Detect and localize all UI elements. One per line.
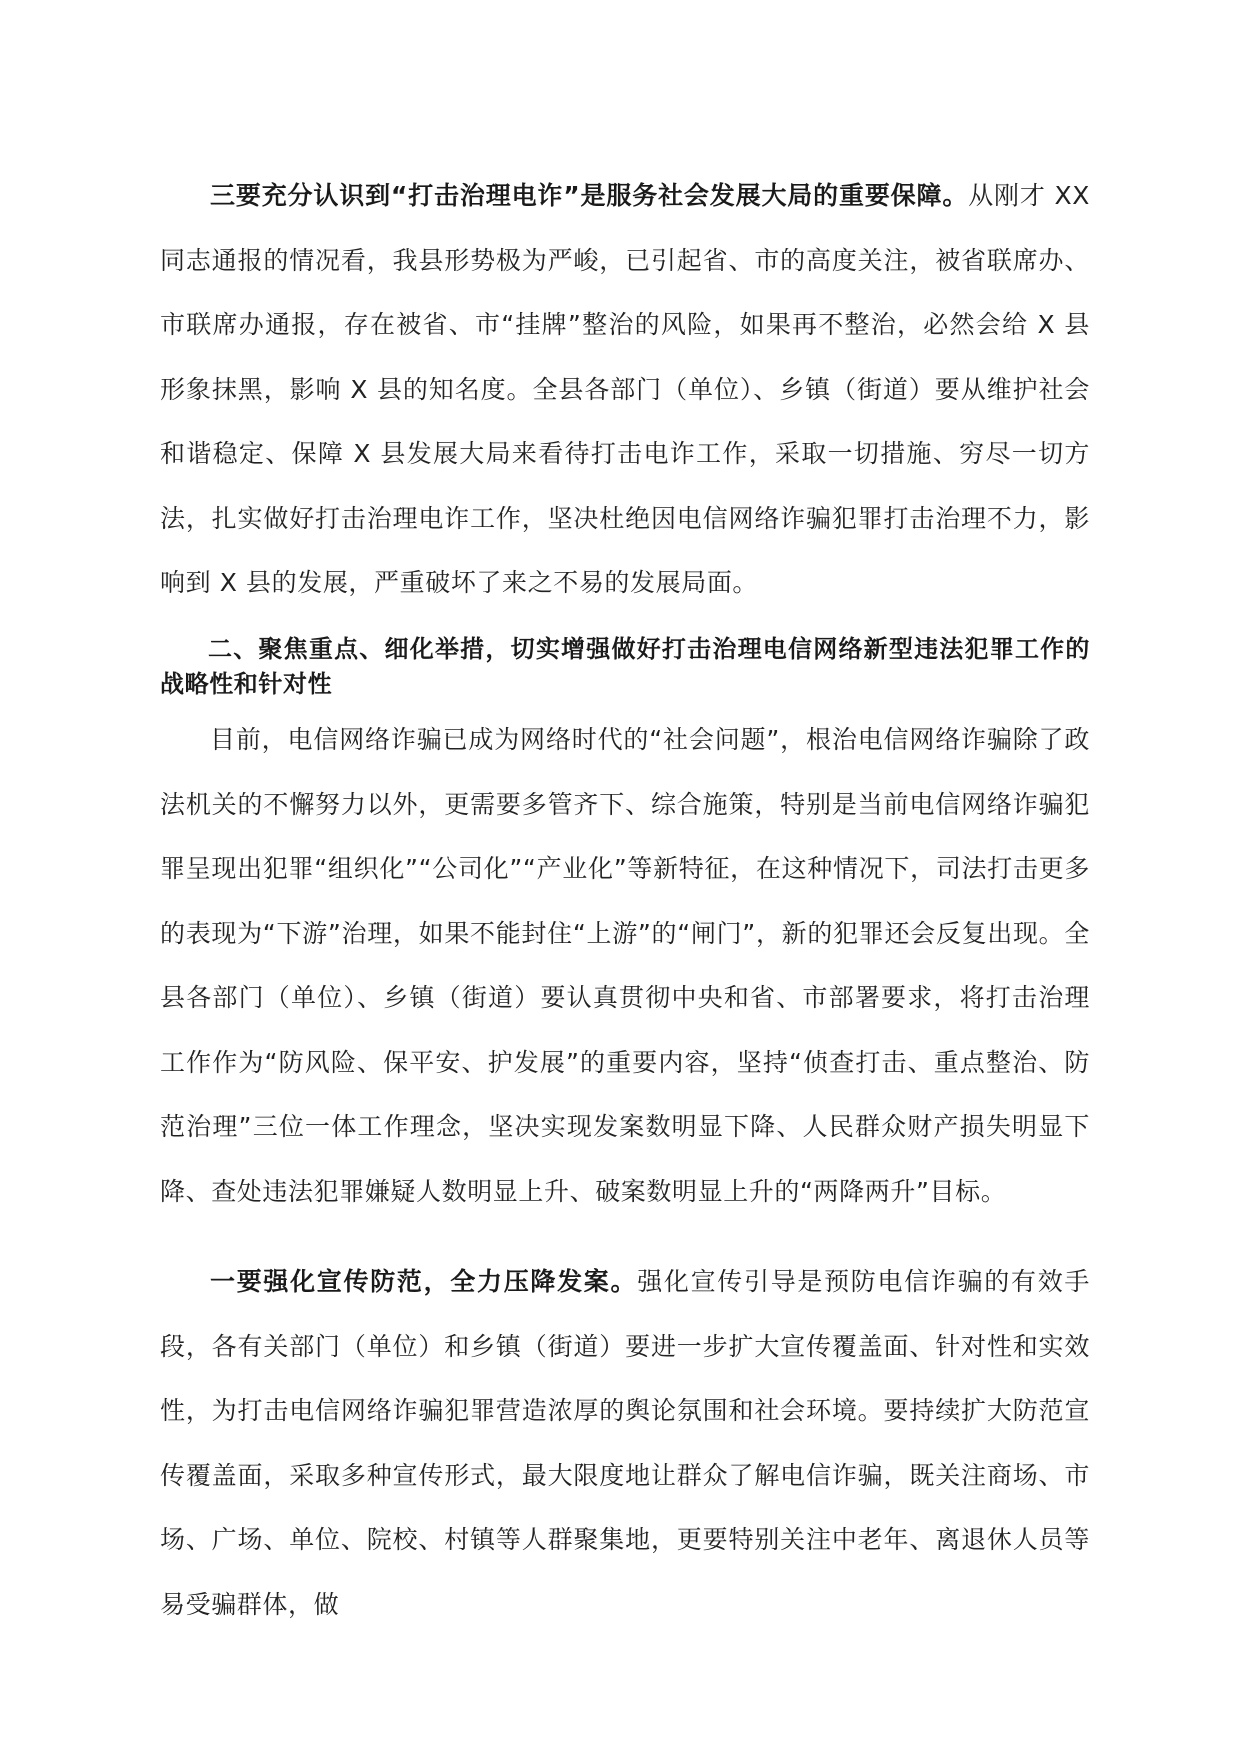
paragraph-text <box>160 1250 1090 1637</box>
paragraph-publicity <box>160 1250 1090 1637</box>
paragraph-lead: 一要强化宣传防范，全力压降发案。 <box>210 1267 638 1296</box>
section-heading <box>160 632 1090 702</box>
paragraph-body: 目前，电信网络诈骗已成为网络时代的“社会问题”，根治电信网络诈骗除了政法机关的不懈努力以外，更需要多管齐下、综合施策，特别是当前电信网络诈骗犯罪呈现出犯罪“组织化”“公司化”“产业化”等新特征，在这种情况下，司法打击更多的表现为“下游”治理，如果不能封住“上游”的“闸门”，新的犯罪还会反复出现。全县各部门（单位）、乡镇（街道）要认真贯彻中央和省、市部署要求，将打击治理工作作为“防风险、保平安、护发展”的重要内容，坚持“侦查打击、重点整治、防范治理”三位一体工作理念，坚决实现发案数明显下降、人民群众财产损失明显下降、查处违法犯罪嫌疑人数明显上升、破案数明显上升的“两降两升”目标。 <box>160 725 1090 1206</box>
paragraph-body: 强化宣传引导是预防电信诈骗的有效手段，各有关部门（单位）和乡镇（街道）要进一步扩大宣传覆盖面、针对性和实效性，为打击电信网络诈骗犯罪营造浓厚的舆论氛围和社会环境。要持续扩大防范宣传覆盖面，采取多种宣传形式，最大限度地让群众了解电信诈骗，既关注商场、市场、广场、单位、院校、村镇等人群聚集地，更要特别关注中老年、离退休人员等易受骗群体，做 <box>160 1267 1090 1619</box>
paragraph-text <box>160 164 1090 616</box>
paragraph-body: 从刚才 XX 同志通报的情况看，我县形势极为严峻，已引起省、市的高度关注，被省联席办、市联席办通报，存在被省、市“挂牌”整治的风险，如果再不整治，必然会给 X 县形象抹黑，影响 X 县的知名度。全县各部门（单位）、乡镇（街道）要从维护社会和谐稳定、保障 X 县发展大局来看待打击电诈工作，采取一切措施、穷尽一切方法，扎实做好打击治理电诈工作，坚决杜绝因电信网络诈骗犯罪打击治理不力，影响到 X 县的发展，严重破坏了来之不易的发展局面。 <box>160 181 1090 597</box>
section-heading-text: 二、聚焦重点、细化举措，切实增强做好打击治理电信网络新型违法犯罪工作的战略性和针对性 <box>160 635 1090 698</box>
paragraph-lead: 三要充分认识到“打击治理电诈”是服务社会发展大局的重要保障。 <box>210 181 969 210</box>
paragraph-importance <box>160 164 1090 616</box>
paragraph-current-situation <box>160 708 1090 1224</box>
